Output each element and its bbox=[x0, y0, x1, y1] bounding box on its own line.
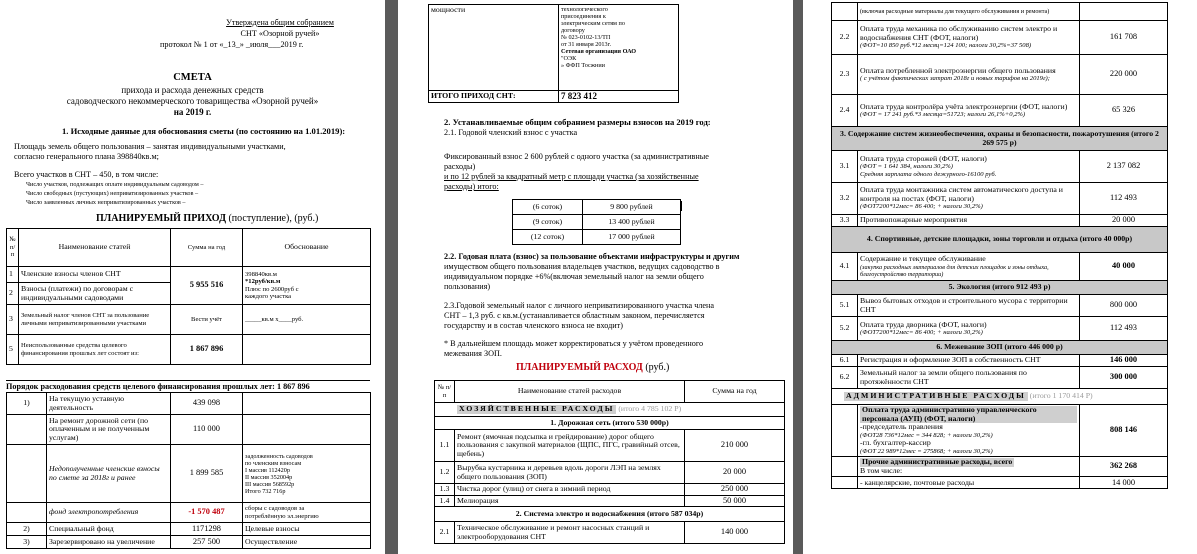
table-row: 2.1 Техническое обслуживание и ремонт насосных станций и электрооборудования СНТ 140 000 bbox=[435, 522, 785, 544]
income-table-continued bbox=[428, 4, 679, 103]
s23-line-2: СНТ – 1,3 руб. с кв.м.(устанавливается областным законом, перечисляется bbox=[444, 311, 705, 320]
s21-heading: 2.1. Годовой членский взнос с участка bbox=[444, 128, 578, 137]
plots-item-1: Число участков, подлежащих оплате индивидуальным садоводом – bbox=[26, 181, 204, 188]
approval-line-2: СНТ «Озорной ручей» bbox=[240, 29, 320, 38]
table-row: (9 соток) 13 400 рублей bbox=[513, 215, 681, 230]
table-row: 5.2 Оплата труда дворника (ФОТ, налоги) (ФОТ7200*12мес= 86 400; + налоги 30,2%) 112 493 bbox=[832, 317, 1168, 341]
table-row: 3.1 Оплата труда сторожей (ФОТ, налоги) (ФОТ = 1 641 384, налоги 30,2%) Средняя зарплата одного дежурного-16100 руб. 2 137 082 bbox=[832, 151, 1168, 183]
income-title: ПЛАНИРУЕМЫЙ ПРИХОД (поступление), (руб.) bbox=[96, 213, 319, 224]
table-row: 5.1 Вывоз бытовых отходов и строительного мусора с территории СНТ 800 000 bbox=[832, 295, 1168, 317]
table-row: 4.1 Содержание и текущее обслуживание (закупка расходных материалов для детских площадок и зоны отдыха, благоустройство территории) 40 000 bbox=[832, 253, 1168, 281]
section-2-heading: 2. Устанавливаемые общим собранием размеры взносов на 2019 год: bbox=[444, 117, 711, 127]
text-cursor bbox=[680, 201, 682, 211]
table-row: мощности технологического присоединения к электрическим сетям по договору № 023-0102-13/ТП от 31 января 2013г. Сетевая организация ОАО "ОЭК » ФФП Тосжнии bbox=[429, 5, 679, 91]
sec3-row: 3. Содержание систем жизнеобеспечения, охраны и безопасности, пожаротушения (итого 2 269 575 р) bbox=[832, 127, 1168, 151]
table-row: Прочие административные расходы, всего В том числе: 362 268 bbox=[832, 457, 1168, 477]
doc-subtitle-1: прихода и расхода денежных средств bbox=[121, 85, 264, 95]
table-row: 3.3 Противопожарные мероприятия 20 000 bbox=[832, 215, 1168, 227]
table-row: 1.3 Чистка дорог (улиц) от снега в зимний период 250 000 bbox=[435, 484, 785, 496]
fixed-fee-4: расходы) итого: bbox=[444, 182, 499, 191]
sec4-row: 4. Спортивные, детские площадки, зоны торговли и отдыха (итого 40 000р) bbox=[832, 227, 1168, 253]
table-row: 1.1 Ремонт (ямочная подсыпка и грейдирование) дорог общего пользования с закупкой материалов (ЩПС, ПГС, гравийный отсев, щебень) 210 000 bbox=[435, 430, 785, 462]
table-row: 3 Земельный налог членов СНТ за пользование личными неприватизированными участками Вести учёт _____кв.м х____руб. bbox=[7, 305, 371, 335]
s23-line-1: 2.3.Годовой земельный налог с личного неприватизированного участка члена bbox=[444, 301, 715, 310]
expense-table-header: № п/п Наименование статей расходов Сумма на год bbox=[435, 381, 785, 403]
plots-total: Всего участков в СНТ – 450, в том числе: bbox=[14, 170, 159, 179]
table-row: 2) Специальный фонд 1171298 Целевые взносы bbox=[7, 523, 371, 536]
plots-item-3: Число заявленных личных неприватизированных участков – bbox=[26, 199, 186, 206]
income-table bbox=[6, 228, 371, 365]
table-row: Оплата труда административно управленческого персонала (АУП) (ФОТ, налоги) -председатель правления (ФОТ28 736*12мес = 344 828; + налоги 30,2%) -гл. бухгалтер-кассир (ФОТ 22 989*12мес = 275868; + налоги 30,2%) 808 146 bbox=[832, 405, 1168, 457]
document-page-1 bbox=[0, 0, 385, 554]
table-row: 3.2 Оплата труда монтажника систем автоматического доступа и контроля на постах (ФОТ, налоги) (ФОТ7200*12мес= 86 400; + налоги 30,2%) 112 493 bbox=[832, 183, 1168, 215]
fee-table bbox=[512, 199, 681, 245]
table-row: 1 Членские взносы членов СНТ 5 955 516 398840кв.м *12руб/кв.м Плюс по 2600руб с каждого участка bbox=[7, 267, 371, 283]
fixed-fee-3: и по 12 рублей за квадратный метр с площади участка (за хозяйственные bbox=[444, 172, 699, 181]
sub-funds-table bbox=[6, 392, 371, 549]
doc-subtitle-2: садоводческого некоммерческого товарищества «Озорной ручей» bbox=[66, 96, 319, 106]
sec5-row: 5. Экология (итого 912 493 р) bbox=[832, 281, 1168, 295]
table-row: 2.4 Оплата труда контролёра учёта электроэнергии (ФОТ, налоги) (ФОТ = 17 241 руб.*3 месяца=51723; налоги 26,1%+0,2%) 65 326 bbox=[832, 95, 1168, 127]
road-section-row: 1. Дорожная сеть (итого 530 000р) bbox=[435, 417, 785, 430]
area-line-1: Площадь земель общего пользования – занятая индивидуальными участками, bbox=[14, 142, 286, 151]
table-row: 2.2 Оплата труда механика по обслуживанию систем электро и водоснабжения СНТ (ФОТ, налоги) (ФОТ=10 850 руб.*12 месяц=124 100; налоги 30,2%=37 508) 161 708 bbox=[832, 21, 1168, 55]
expense-table bbox=[434, 380, 785, 544]
table-row: 1) На текущую уставную деятельность 439 098 bbox=[7, 393, 371, 415]
table-row: 2 Взносы (платежи) по договорам с индивидуальными садоводами bbox=[7, 283, 371, 305]
col-basis: Обоснование bbox=[243, 229, 371, 267]
s22-line-4: пользования) bbox=[444, 282, 491, 291]
table-row: (12 соток) 17 000 рублей bbox=[513, 230, 681, 245]
approval-line-1: Утверждена общим собранием bbox=[226, 18, 334, 27]
table-row: фонд электропотребления -1 570 487 сборы с садоводов за потреблённую эл.энергию bbox=[7, 503, 371, 523]
table-row: 1.2 Вырубка кустарника и деревьев вдоль дороги ЛЭП на землях общего пользования (ЗОП) 20 000 bbox=[435, 462, 785, 484]
table-row: На ремонт дорожной сети (по оплаченным и не полученным услугам) 110 000 bbox=[7, 415, 371, 445]
doc-year: на 2019 г. bbox=[173, 107, 212, 117]
table-row: - канцелярские, почтовые расходы 14 000 bbox=[832, 477, 1168, 489]
col-no: № п/п bbox=[7, 229, 19, 267]
col-sum: Сумма на год bbox=[171, 229, 243, 267]
table-row: 6.1 Регистрация и оформление ЗОП в собственность СНТ 146 000 bbox=[832, 355, 1168, 367]
electro-fund-value: -1 570 487 bbox=[171, 503, 243, 523]
plots-item-2: Число свободных (пустующих) неприватизированных участков – bbox=[26, 190, 199, 197]
s22-line-1: 2.2. Годовая плата (взнос) за пользование объектами инфраструктуры и другим bbox=[444, 252, 740, 261]
document-page-3 bbox=[803, 0, 1197, 554]
approval-line-3: протокол № 1 от «_13_» _июля___2019 г. bbox=[160, 40, 304, 49]
s23-line-3: государству и в состав членского взноса не входит) bbox=[444, 321, 623, 330]
col-name: Наименование статей bbox=[19, 229, 171, 267]
adm-section-row: АДМИНИСТРАТИВНЫЕ РАСХОДЫ (итого 1 170 414 Р) bbox=[832, 389, 1168, 405]
table-row: (6 соток) 9 800 рублей bbox=[513, 200, 681, 215]
doc-title: СМЕТА bbox=[173, 72, 212, 83]
table-row: 3) Зарезервировано на увеличение 257 500 Осуществление bbox=[7, 536, 371, 549]
note-line-2: межевания ЗОП. bbox=[444, 349, 502, 358]
table-row: 5 Неиспользованные средства целевого финансирования прошлых лет состоят из: 1 867 896 bbox=[7, 335, 371, 365]
area-line-2: согласно генерального плана 398840кв.м; bbox=[14, 152, 159, 161]
document-page-2 bbox=[398, 0, 793, 554]
income-sum-membership: 5 955 516 bbox=[171, 267, 243, 305]
note-line-1: * В дальнейшем площадь может корректироваться у учётом проведенного bbox=[444, 339, 704, 348]
electro-section-row: 2. Система электро и водоснабжения (итого 587 034р) bbox=[435, 507, 785, 522]
income-table-header bbox=[7, 229, 371, 267]
fixed-fee-1: Фиксированный взнос 2 600 рублей с одного участка (за административные bbox=[444, 152, 709, 161]
fixed-fee-2: расходы) bbox=[444, 162, 476, 171]
income-total-row: ИТОГО ПРИХОД СНТ: 7 823 412 bbox=[429, 91, 679, 103]
table-row: 6.2 Земельный налог за земли общего пользования по протяжённости СНТ 300 000 bbox=[832, 367, 1168, 389]
s22-line-3: индивидуальном порядке +6%(включая земельный налог на земли общего bbox=[444, 272, 704, 281]
hoz-section-row: ХОЗЯЙСТВЕННЫЕ РАСХОДЫ (итого 4 785 102 Р) bbox=[435, 403, 785, 417]
expense-title: ПЛАНИРУЕМЫЙ РАСХОД (руб.) bbox=[516, 362, 670, 373]
expense-table-continued bbox=[831, 2, 1168, 489]
income-basis-membership: 398840кв.м *12руб/кв.м Плюс по 2600руб с каждого участка bbox=[243, 267, 371, 305]
table-row: 1.4 Мелиорация 50 000 bbox=[435, 495, 785, 507]
section-1-heading: 1. Исходные данные для обоснования сметы (по состоянию на 1.01.2019): bbox=[62, 126, 346, 136]
order-row: Порядок расходования средств целевого финансирования прошлых лет: 1 867 896 bbox=[6, 380, 370, 391]
s22-line-2: имуществом общего пользования владельцев участков, ведущих садоводство в bbox=[444, 262, 720, 271]
sec6-row: 6. Межевание ЗОП (итого 446 000 р) bbox=[832, 341, 1168, 355]
table-row: 2.3 Оплата потребленной электроэнергии общего пользования ( с учётом фактических затрат 2018г и новых тарифов на 2019г); 220 000 bbox=[832, 55, 1168, 95]
table-row: Недополученные членские взносы по смете за 2018г и ранее 1 899 585 задолженность садоводов по членским взносам I массив 112420р II массив 352004р III массив 568592р Итого 732 716р bbox=[7, 445, 371, 503]
table-row: (включая расходные материалы для текущего обслуживания и ремонта) bbox=[832, 3, 1168, 21]
